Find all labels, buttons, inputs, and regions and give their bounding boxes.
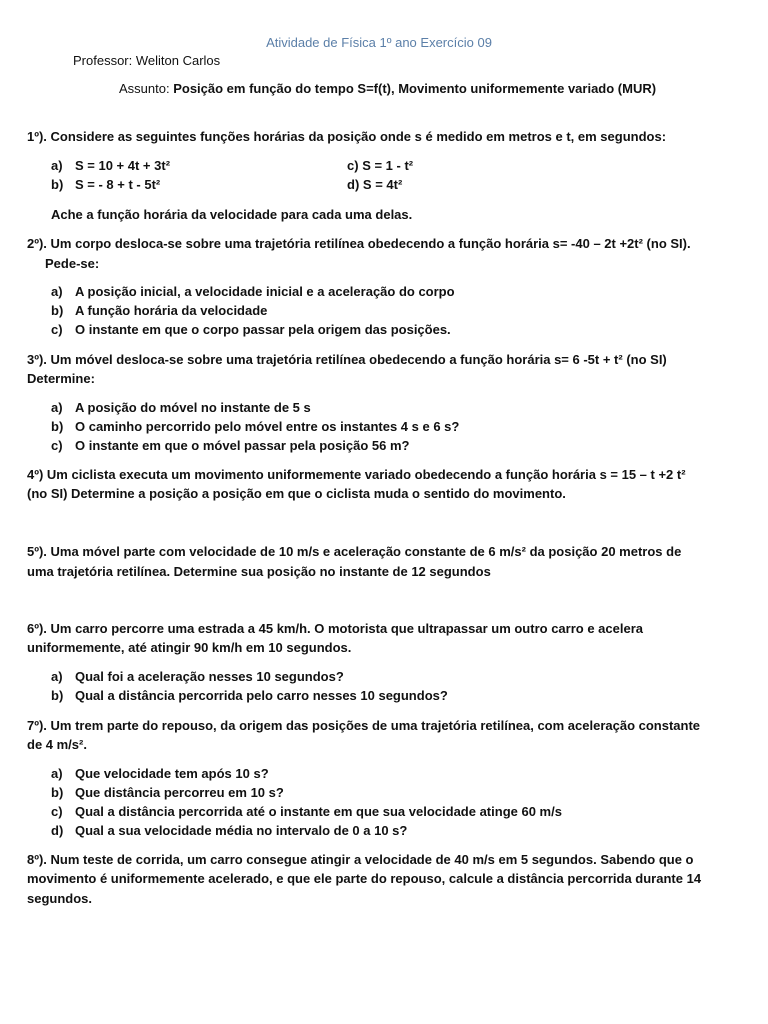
item-label: d) (51, 823, 64, 838)
item-label: a) (51, 158, 63, 173)
item-label: b) (51, 785, 64, 800)
item-text: O instante em que o corpo passar pela origem das posições. (75, 322, 451, 337)
item-text: Qual foi a aceleração nesses 10 segundos? (75, 669, 344, 684)
item-text: A posição do móvel no instante de 5 s (75, 400, 311, 415)
item-label: c) (51, 322, 63, 337)
question-1-item-c (347, 156, 413, 175)
question-4-line-2: (no SI) Determine a posição a posição em que o ciclista muda o sentido do movimento. (27, 486, 566, 501)
subject-label: Assunto: (119, 81, 174, 96)
question-3-sub: Determine: (27, 371, 95, 386)
question-8-line-2: movimento é uniformemente acelerado, e que ele parte do repouso, calcule a distância percorrida durante 14 (27, 871, 702, 886)
question-3-text: 3º). Um móvel desloca-se sobre uma trajetória retilínea obedecendo a função horária s= 6 -5t + t² (no SI) (27, 352, 667, 367)
item-text: Que velocidade tem após 10 s? (75, 766, 269, 781)
item-text: S = 10 + 4t + 3t² (75, 158, 171, 173)
item-label: b) (51, 419, 64, 434)
question-5-line-2: uma trajetória retilínea. Determine sua posição no instante de 12 segundos (27, 564, 491, 579)
question-1-text: 1º). Considere as seguintes funções horárias da posição onde s é medido em metros e t, em segundos: (27, 129, 667, 144)
question-8-line-3: segundos. (27, 891, 93, 906)
subject-line (119, 79, 656, 98)
question-2-text: 2º). Um corpo desloca-se sobre uma trajetória retilínea obedecendo a função horária s= -40 – 2t +2t² (no SI). (27, 236, 691, 251)
item-text: Qual a distância percorrida até o instante em que sua velocidade atinge 60 m/s (75, 804, 562, 819)
item-label: a) (51, 766, 63, 781)
item-text: A posição inicial, a velocidade inicial e a aceleração do corpo (75, 284, 455, 299)
subject-text: Posição em função do tempo S=f(t), Movimento uniformemente variado (MUR) (173, 81, 657, 96)
item-label: d) (347, 177, 360, 192)
item-text: Qual a sua velocidade média no intervalo de 0 a 10 s? (75, 823, 408, 838)
item-text: S = 4t² (362, 177, 403, 192)
question-5-line-1: 5º). Uma móvel parte com velocidade de 10 m/s e aceleração constante de 6 m/s² da posição 20 metros de (27, 544, 682, 559)
question-1-item-d (347, 175, 402, 194)
item-label: c) (347, 158, 359, 173)
item-text: O instante em que o móvel passar pela posição 56 m? (75, 438, 410, 453)
question-2-sub: Pede-se: (45, 256, 100, 271)
item-text: S = 1 - t² (362, 158, 414, 173)
question-8-line-1: 8º). Num teste de corrida, um carro consegue atingir a velocidade de 40 m/s em 5 segundos. Sabendo que o (27, 852, 694, 867)
professor-name: Professor: Weliton Carlos (73, 53, 221, 68)
question-7-line-1: 7º). Um trem parte do repouso, da origem das posições de uma trajetória retilínea, com aceleração constante (27, 718, 701, 733)
item-text: Qual a distância percorrida pelo carro nesses 10 segundos? (75, 688, 448, 703)
item-text: Que distância percorreu em 10 s? (75, 785, 284, 800)
item-label: b) (51, 688, 64, 703)
item-text: O caminho percorrido pelo móvel entre os instantes 4 s e 6 s? (75, 419, 460, 434)
question-1-footer: Ache a função horária da velocidade para cada uma delas. (51, 207, 413, 222)
item-label: b) (51, 177, 64, 192)
question-6-line-2: uniformemente, até atingir 90 km/h em 10 segundos. (27, 640, 352, 655)
item-label: b) (51, 303, 64, 318)
question-4-line-1: 4º) Um ciclista executa um movimento uniformemente variado obedecendo a função horária s = 15 – t +2 t² (27, 467, 686, 482)
item-label: a) (51, 284, 63, 299)
item-label: a) (51, 400, 63, 415)
item-label: c) (51, 438, 63, 453)
item-label: a) (51, 669, 63, 684)
item-label: c) (51, 804, 63, 819)
question-7-line-2: de 4 m/s². (27, 737, 87, 752)
worksheet-title: Atividade de Física 1º ano Exercício 09 (266, 35, 492, 50)
item-text: A função horária da velocidade (75, 303, 268, 318)
question-6-line-1: 6º). Um carro percorre uma estrada a 45 km/h. O motorista que ultrapassar um outro carro e acelera (27, 621, 643, 636)
item-text: S = - 8 + t - 5t² (75, 177, 161, 192)
